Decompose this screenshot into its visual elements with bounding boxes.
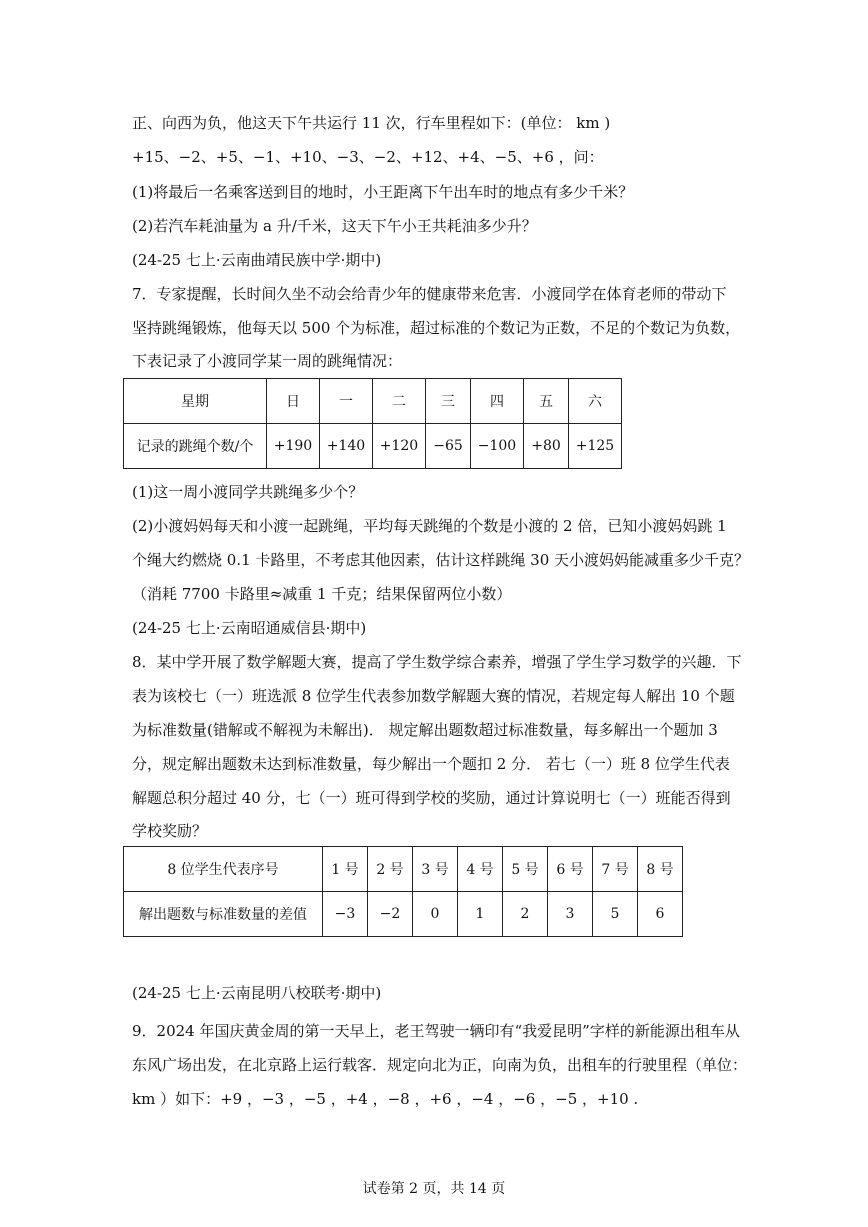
table-cell: 一	[320, 379, 373, 424]
text-line: 正、向西为负，他这天下午共运行 11 次，行车里程如下：(单位： km )	[132, 114, 611, 132]
text-line: (2)若汽车耗油量为 a 升/千米，这天下午小王共耗油多少升？	[132, 217, 537, 235]
table-cell: −100	[471, 424, 524, 469]
text-line: 表为该校七（一）班选派 8 位学生代表参加数学解题大赛的情况，若规定每人解出 10 个题	[132, 687, 735, 705]
table-cell: −2	[368, 892, 413, 937]
problem-solving-table	[123, 846, 683, 937]
text-line: km ）如下：+9 ，−3 ，−5 ，+4 ，−8 ，+6 ，−4 ，−6 ，−5 ，+10 .	[132, 1090, 639, 1108]
text-line: (1)将最后一名乘客送到目的地时，小王距离下午出车时的地点有多少千米？	[132, 183, 634, 201]
table-cell: 6	[638, 892, 683, 937]
source-note: (24-25 七上·云南曲靖民族中学·期中)	[132, 251, 382, 269]
table-cell: 6 号	[548, 847, 593, 892]
text-line: 学校奖励？	[132, 822, 208, 840]
table-cell: 四	[471, 379, 524, 424]
table-cell: 1 号	[323, 847, 368, 892]
table-cell: +190	[267, 424, 320, 469]
question-8-line: 8．某中学开展了数学解题大赛，提高了学生数学综合素养，增强了学生学习数学的兴趣．下	[132, 653, 742, 671]
table-row	[124, 847, 683, 892]
text-line: （消耗 7700 卡路里≈减重 1 千克；结果保留两位小数）	[132, 585, 512, 603]
table-cell: 2 号	[368, 847, 413, 892]
table-cell: −65	[426, 424, 471, 469]
text-line: 为标准数量(错解或不解视为未解出)． 规定解出题数超过标准数量，每多解出一个题加 3	[132, 721, 718, 739]
table-cell: +120	[373, 424, 426, 469]
table-cell: 记录的跳绳个数/个	[124, 424, 267, 469]
text-line: 下表记录了小渡同学某一周的跳绳情况：	[132, 352, 403, 370]
table-cell: 六	[569, 379, 622, 424]
table-cell: −3	[323, 892, 368, 937]
table-row	[124, 379, 622, 424]
table-cell: 日	[267, 379, 320, 424]
text-line: 个绳大约燃烧 0.1 卡路里，不考虑其他因素，估计这样跳绳 30 天小渡妈妈能减重多少千克？	[132, 551, 750, 569]
table-cell: 3 号	[413, 847, 458, 892]
table-cell: 5 号	[503, 847, 548, 892]
table-cell: 五	[524, 379, 569, 424]
text-line: (2)小渡妈妈每天和小渡一起跳绳，平均每天跳绳的个数是小渡的 2 倍，已知小渡妈妈跳 1	[132, 517, 727, 535]
table-cell: +80	[524, 424, 569, 469]
jump-rope-table	[123, 378, 622, 469]
text-line: 东风广场出发，在北京路上运行载客．规定向北为正，向南为负，出租车的行驶里程（单位：	[132, 1056, 748, 1074]
text-line: (1)这一周小渡同学共跳绳多少个？	[132, 483, 364, 501]
table-cell: 三	[426, 379, 471, 424]
text-line: 解题总积分超过 40 分，七（一）班可得到学校的奖励，通过计算说明七（一）班能否得到	[132, 789, 731, 807]
source-note: (24-25 七上·云南昭通威信县·期中)	[132, 619, 367, 637]
table-cell: 解出题数与标准数量的差值	[124, 892, 323, 937]
table-cell: 5	[593, 892, 638, 937]
table-cell: 星期	[124, 379, 267, 424]
text-line: 坚持跳绳锻炼，他每天以 500 个为标准，超过标准的个数记为正数，不足的个数记为负数，	[132, 319, 741, 337]
table-cell: 1	[458, 892, 503, 937]
question-9-line: 9．2024 年国庆黄金周的第一天早上，老王驾驶一辆印有“我爱昆明”字样的新能源出租车从	[132, 1022, 740, 1040]
text-line: +15、−2、+5、−1、+10、−3、−2、+12、+4、−5、+6 ，问：	[132, 148, 604, 166]
table-row	[124, 892, 683, 937]
text-line: 分，规定解出题数未达到标准数量，每少解出一个题扣 2 分． 若七（一）班 8 位学生代表	[132, 755, 730, 773]
table-cell: 0	[413, 892, 458, 937]
table-cell: 8 号	[638, 847, 683, 892]
question-7-line: 7．专家提醒，长时间久坐不动会给青少年的健康带来危害．小渡同学在体育老师的带动下	[132, 285, 727, 303]
table-cell: 8 位学生代表序号	[124, 847, 323, 892]
table-cell: 2	[503, 892, 548, 937]
table-cell: +125	[569, 424, 622, 469]
table-cell: 3	[548, 892, 593, 937]
table-cell: 7 号	[593, 847, 638, 892]
source-note: (24-25 七上·云南昆明八校联考·期中)	[132, 984, 382, 1002]
table-cell: +140	[320, 424, 373, 469]
table-row	[124, 424, 622, 469]
page-footer: 试卷第 2 页，共 14 页	[362, 1181, 506, 1197]
table-cell: 二	[373, 379, 426, 424]
table-cell: 4 号	[458, 847, 503, 892]
